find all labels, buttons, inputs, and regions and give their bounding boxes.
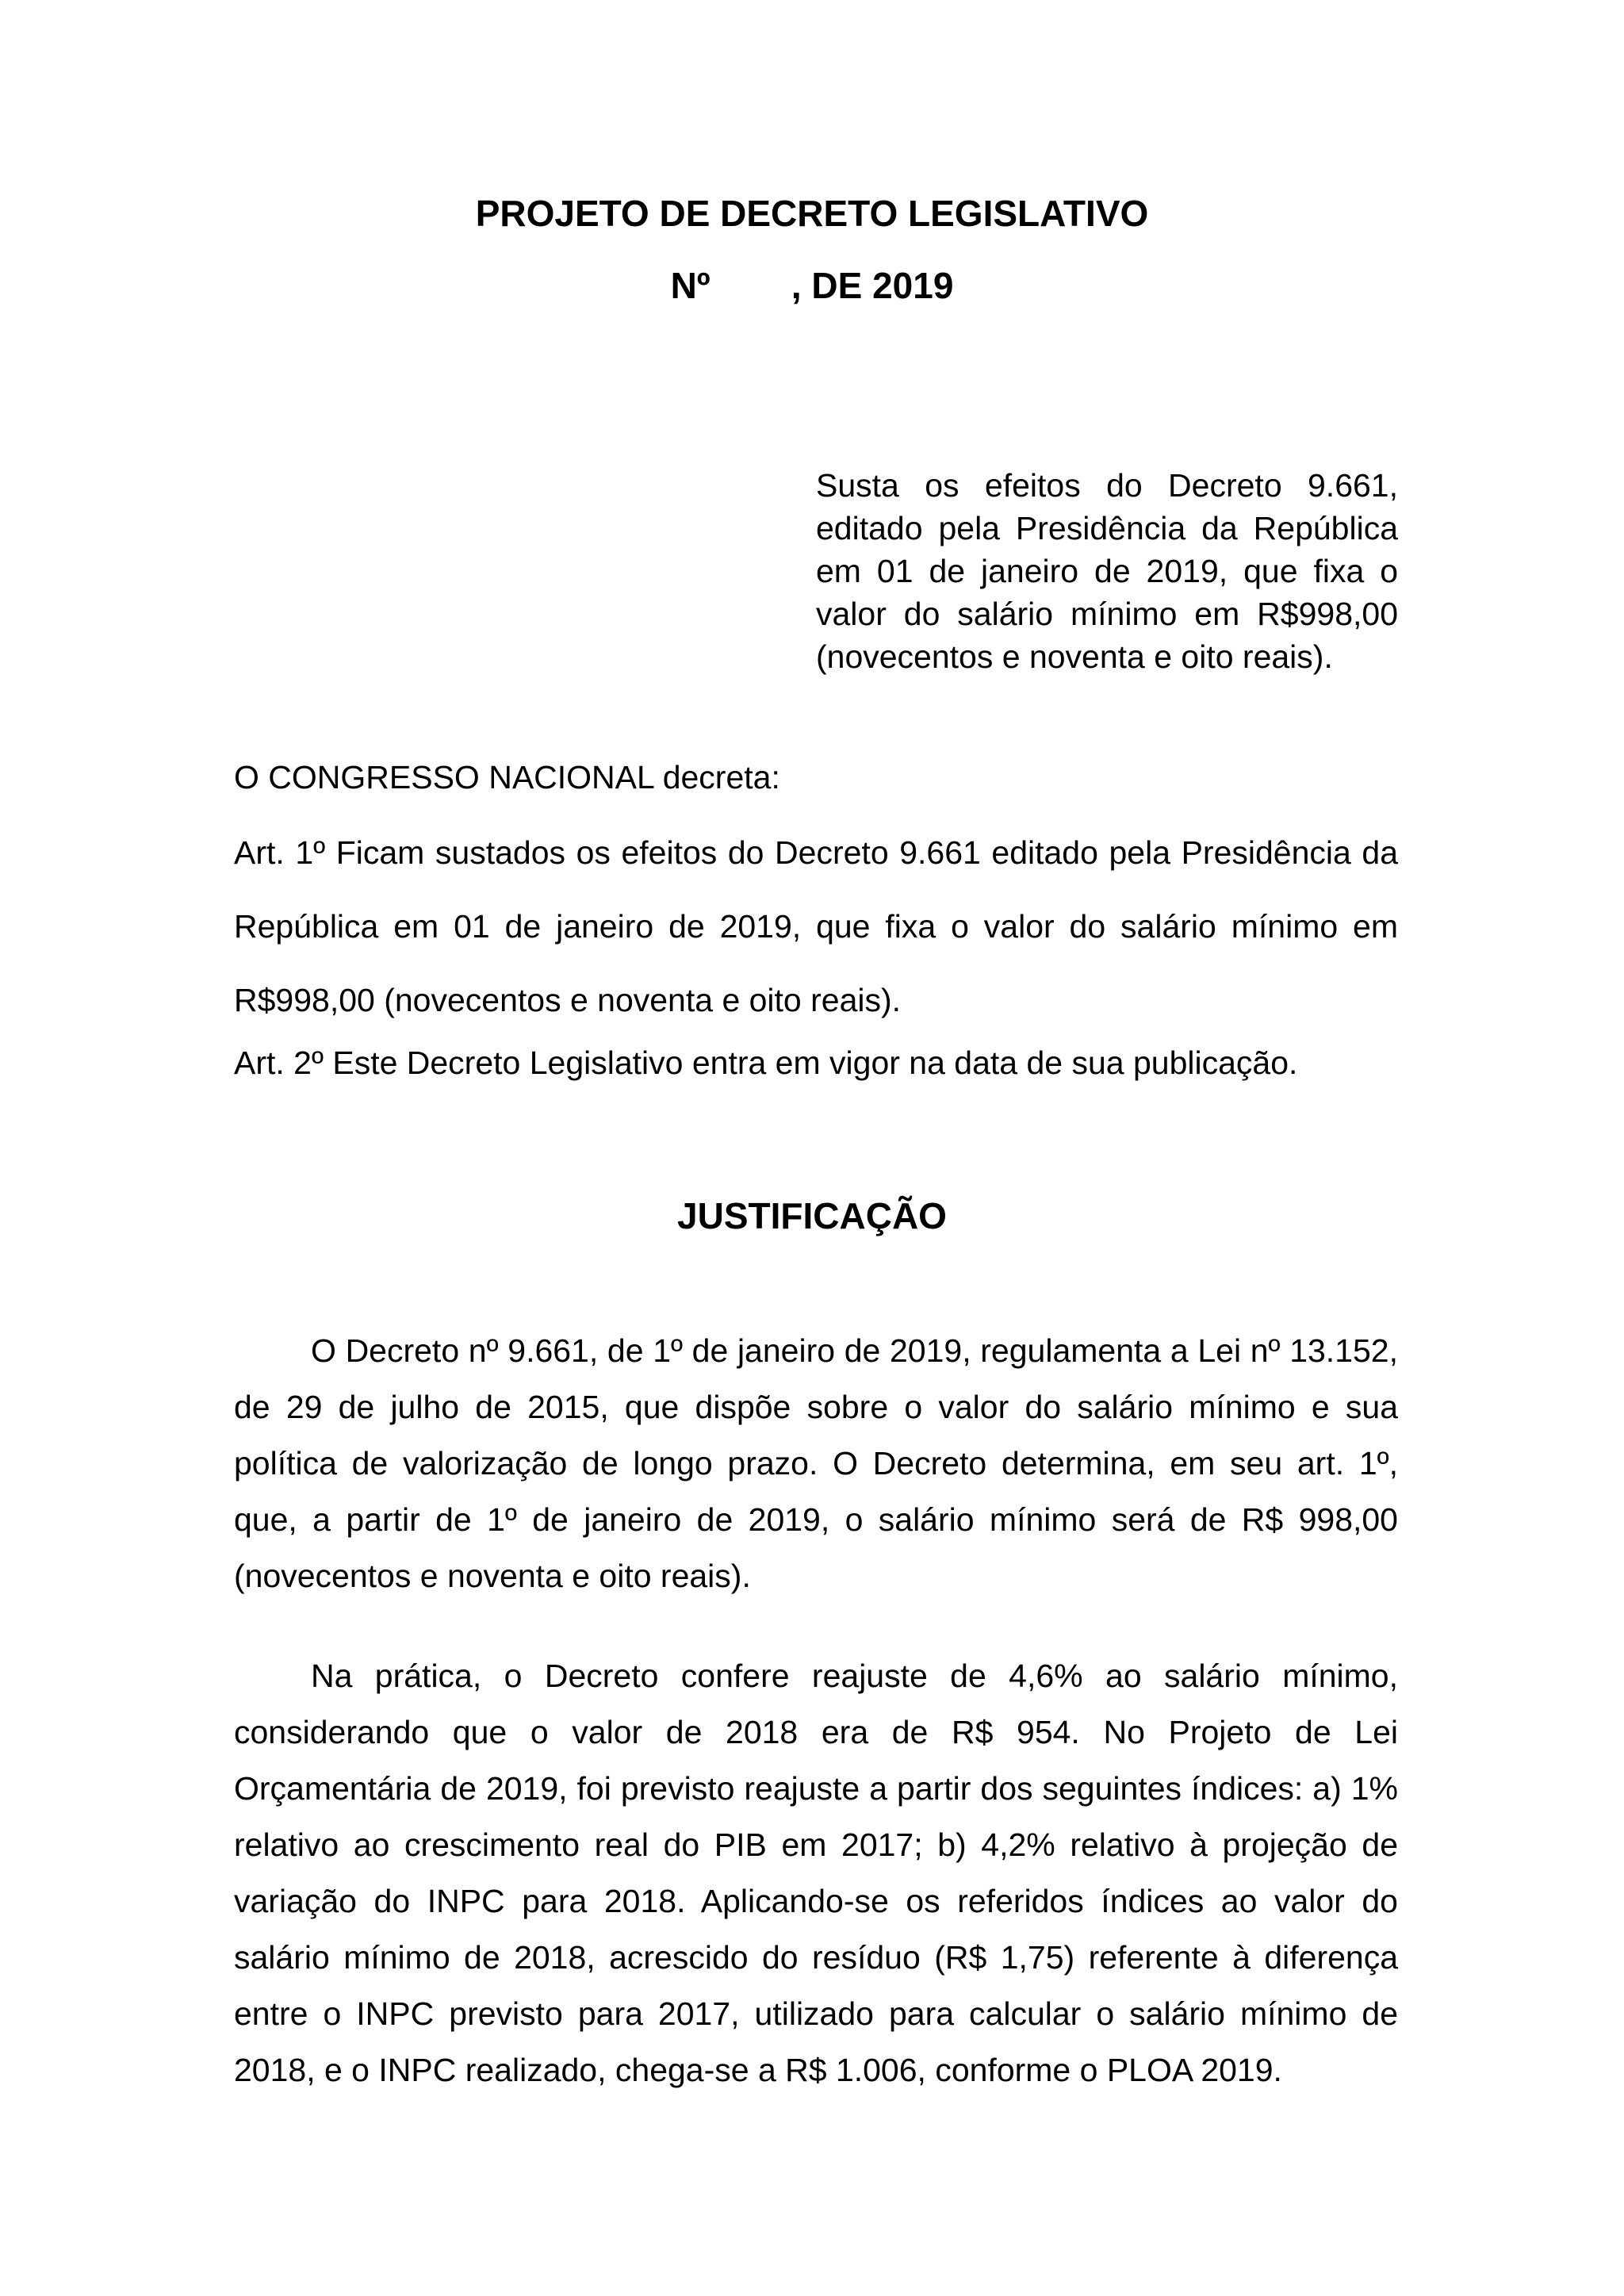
document-number-line: Nº , DE 2019 bbox=[670, 265, 954, 306]
enacting-clause: O CONGRESSO NACIONAL decreta: bbox=[234, 759, 780, 795]
justification-paragraph-2: Na prática, o Decreto confere reajuste de 4,6% ao salário mínimo, considerando que o valor de 2018 era de R$ 954. No Projeto de Lei Orçamentária de 2019, foi previsto reajuste a partir dos seguintes índices: a) 1% relativo ao crescimento real do PIB em 2017; b) 4,2% relativo à projeção de variação do INPC para 2018. Aplicando-se os referidos índices ao valor do salário mínimo de 2018, acrescido do resíduo (R$ 1,75) referente à diferença entre o INPC previsto para 2017, utilizado para calcular o salário mínimo de 2018, e o INPC realizado, chega-se a R$ 1.006, conforme o PLOA 2019. bbox=[234, 1658, 1398, 2088]
ementa-summary: Susta os efeitos do Decreto 9.661, editado pela Presidência da República em 01 de janeiro de 2019, que fixa o valor do salário mínimo em R$998,00 (novecentos e noventa e oito reais). bbox=[816, 467, 1398, 675]
article-1: Art. 1º Ficam sustados os efeitos do Decreto 9.661 editado pela Presidência da República em 01 de janeiro de 2019, que fixa o valor do salário mínimo em R$998,00 (novecentos e noventa e oito reais). bbox=[234, 834, 1398, 1018]
document-title: PROJETO DE DECRETO LEGISLATIVO bbox=[475, 193, 1149, 234]
justification-heading: JUSTIFICAÇÃO bbox=[677, 1195, 947, 1236]
article-2: Art. 2º Este Decreto Legislativo entra em vigor na data de sua publicação. bbox=[234, 1045, 1298, 1081]
justification-paragraph-1: O Decreto nº 9.661, de 1º de janeiro de 2019, regulamenta a Lei nº 13.152, de 29 de julho de 2015, que dispõe sobre o valor do salário mínimo e sua política de valorização de longo prazo. O Decreto determina, em seu art. 1º, que, a partir de 1º de janeiro de 2019, o salário mínimo será de R$ 998,00 (novecentos e noventa e oito reais). bbox=[234, 1332, 1398, 1594]
